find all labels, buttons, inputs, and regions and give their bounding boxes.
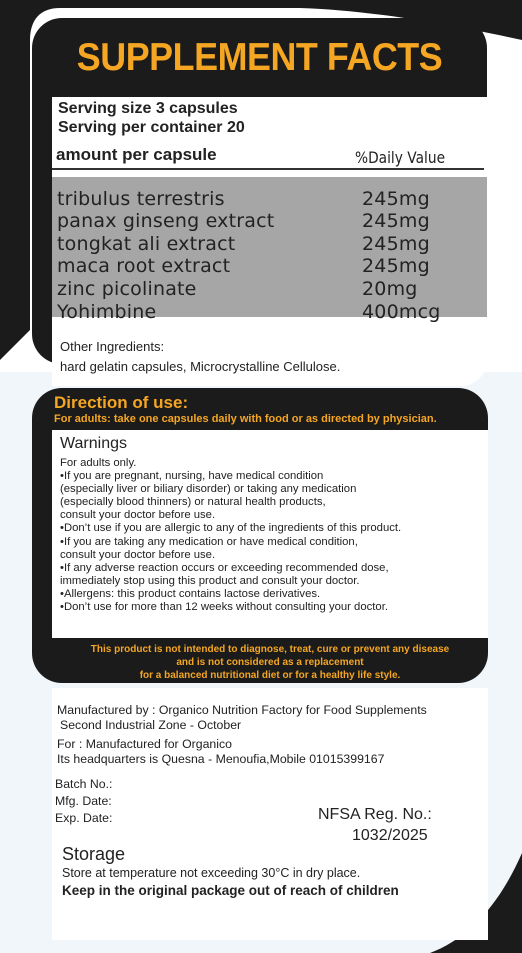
facts-content: [52, 97, 487, 386]
directions-title: Direction of use:: [54, 393, 189, 412]
mfg-date-label: Mfg. Date:: [55, 794, 112, 808]
amount-per-capsule-label: amount per capsule: [56, 145, 217, 164]
batch-number-label: Batch No.:: [55, 777, 113, 791]
warnings-list: [60, 457, 485, 614]
warnings-title: Warnings: [60, 435, 127, 452]
other-ingredients-text: hard gelatin capsules, Microcrystalline Cellulose.: [60, 359, 341, 374]
ingredient-amount: 245mg: [362, 255, 430, 277]
warning-line: (especially blood thinners) or natural health products,: [60, 496, 326, 509]
disclaimer-line: for a balanced nutritional diet or for a healthy life style.: [139, 670, 401, 681]
manufactured-for: For : Manufactured for Organico: [57, 737, 232, 751]
ingredient-amount: 245mg: [362, 188, 430, 210]
warning-line: For adults only.: [60, 457, 137, 469]
disclaimer-line: This product is not intended to diagnose, treat, cure or prevent any disease: [90, 644, 450, 655]
warning-line: •Don’t use for more than 12 weeks without consulting your doctor.: [60, 601, 388, 614]
daily-value-label: %Daily Value: [355, 148, 446, 167]
ingredient-name: zinc picolinate: [57, 278, 197, 300]
exp-date-label: Exp. Date:: [55, 811, 113, 825]
manufactured-by: Manufactured by : Organico Nutrition Factory for Food Supplements: [57, 703, 427, 717]
manufacturer-panel: [52, 688, 488, 940]
directions-subtitle: For adults: take one capsules daily with food or as directed by physician.: [54, 413, 437, 425]
serving-per-container: Serving per container 20: [58, 119, 245, 136]
ingredient-amount: 400mcg: [362, 301, 441, 323]
ingredient-row: [57, 233, 482, 255]
warning-line: consult your doctor before use.: [60, 509, 216, 522]
ingredient-row: [57, 301, 482, 323]
ingredient-name: tribulus terrestris: [57, 188, 225, 210]
warning-line: •Allergens: this product contains lactose derivatives.: [60, 587, 321, 600]
warning-line: immediately stop using this product and consult your doctor.: [60, 574, 360, 587]
other-ingredients-label: Other Ingredients:: [60, 339, 165, 354]
nfsa-reg-label: NFSA Reg. No.:: [318, 806, 432, 823]
ingredient-amount: 20mg: [362, 278, 418, 300]
warning-line: (especially liver or biliary disorder) or taking any medication: [60, 483, 357, 496]
ingredient-name: tongkat ali extract: [57, 233, 236, 255]
warning-line: •If you are pregnant, nursing, have medical condition: [60, 470, 324, 483]
supplement-facts-panel: [32, 18, 487, 374]
nfsa-reg-number: 1032/2025: [352, 827, 428, 844]
ingredient-name: panax ginseng extract: [57, 210, 275, 232]
warning-line: consult your doctor before use.: [60, 548, 216, 561]
serving-size: Serving size 3 capsules: [58, 100, 238, 117]
ingredient-amount: 245mg: [362, 210, 430, 232]
ingredients-table: [52, 177, 487, 323]
warning-line: •Don’t use if you are allergic to any of the ingredients of this product.: [60, 522, 402, 535]
storage-title: Storage: [62, 844, 126, 864]
supplement-facts-title: SUPPLEMENT FACTS: [76, 36, 443, 79]
headquarters-line: Its headquarters is Quesna - Menoufia,Mobile 01015399167: [57, 752, 385, 766]
ingredient-row: [57, 255, 482, 277]
disclaimer-line: and is not considered as a replacement: [176, 657, 364, 668]
warning-line: •If you are taking any medication or have medical condition,: [60, 535, 358, 548]
ingredient-name: maca root extract: [57, 255, 231, 277]
amount-header-row: [52, 142, 484, 170]
storage-instruction: Store at temperature not exceeding 30°C in dry place.: [62, 866, 361, 880]
disclaimer: [52, 640, 488, 684]
warnings-box: [52, 430, 488, 638]
ingredient-name: Yohimbine: [57, 301, 157, 323]
ingredient-row: [57, 278, 482, 300]
ingredient-row: [57, 210, 482, 232]
directions-panel: [32, 388, 488, 683]
manufacturer-address: Second Industrial Zone - October: [60, 718, 242, 732]
ingredient-amount: 245mg: [362, 233, 430, 255]
warning-line: •If any adverse reaction occurs or exceeding recommended dose,: [60, 561, 389, 574]
ingredient-row: [57, 188, 482, 210]
storage-child-warning: Keep in the original package out of reach of children: [62, 883, 399, 898]
